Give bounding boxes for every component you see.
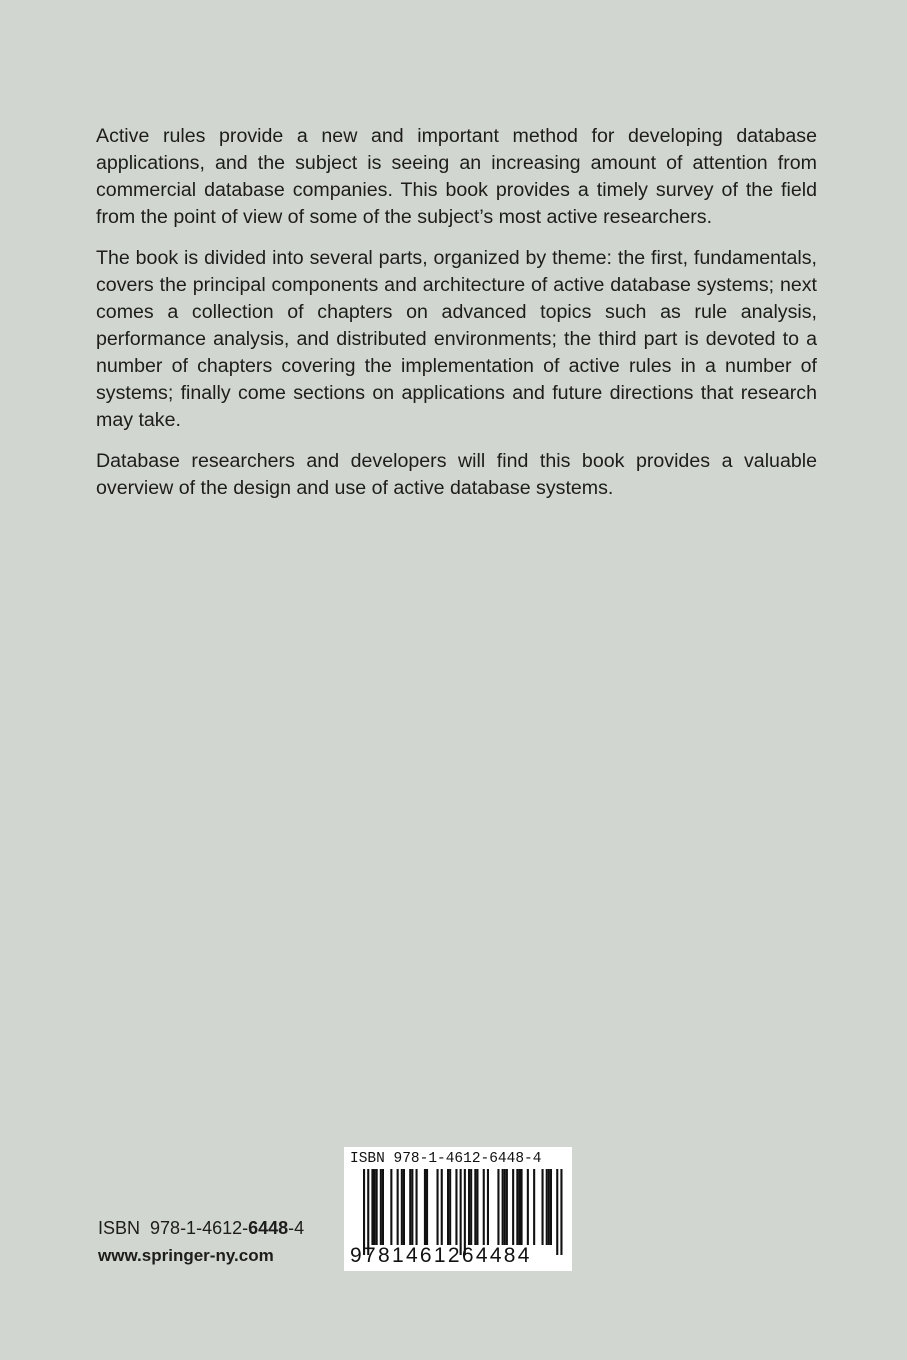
- isbn-bold-part: 6448: [248, 1218, 289, 1238]
- blurb-paragraph-2: The book is divided into several parts, organized by theme: the first, fundamentals, covers the principal components and architecture of active database systems; next comes a collection of chapters on advanced topics such as rule analysis, performance analysis, and distributed environments; the third part is devoted to a number of chapters covering the implementation of active rules in a number of systems; finally come sections on applications and future directions that research may take.: [96, 247, 817, 431]
- barcode-first-digit: 9: [350, 1244, 362, 1267]
- barcode-bar: [455, 1169, 457, 1245]
- barcode-bar: [527, 1169, 529, 1245]
- barcode-bar: [441, 1169, 443, 1245]
- barcode-guard-bar: [363, 1169, 365, 1255]
- barcode-bar: [390, 1169, 392, 1245]
- barcode-bar: [468, 1169, 470, 1245]
- blurb-paragraph-3: Database researchers and developers will find this book provides a valuable overview of the design and use of active database systems.: [96, 450, 817, 499]
- barcode-bar: [374, 1169, 376, 1245]
- barcode-guard-bar: [367, 1169, 369, 1255]
- back-cover-blurb: [96, 123, 817, 516]
- barcode-bar: [518, 1169, 520, 1245]
- barcode-bar: [380, 1169, 382, 1245]
- barcode-bar: [382, 1169, 384, 1245]
- isbn-line: [98, 1217, 304, 1239]
- barcode-bar: [550, 1169, 552, 1245]
- barcode-guard-bar: [460, 1169, 462, 1255]
- barcode-bar: [504, 1169, 506, 1245]
- isbn-prefix: 978-1-4612-: [150, 1218, 249, 1238]
- publisher-website: www.springer-ny.com: [98, 1246, 274, 1265]
- barcode-bar: [470, 1169, 472, 1245]
- barcode-bar: [397, 1169, 399, 1245]
- barcode-bar: [403, 1169, 405, 1245]
- barcode-bar: [376, 1169, 378, 1245]
- barcode: [344, 1147, 572, 1271]
- barcode-bar: [487, 1169, 489, 1245]
- barcode-bar: [548, 1169, 550, 1245]
- barcode-bar: [447, 1169, 449, 1245]
- barcode-bar: [476, 1169, 478, 1245]
- barcode-digits: 781461264484: [364, 1244, 532, 1267]
- barcode-bar: [424, 1169, 426, 1245]
- barcode-bar: [506, 1169, 508, 1245]
- barcode-bar: [416, 1169, 418, 1245]
- barcode-bar: [512, 1169, 514, 1245]
- barcode-bar: [474, 1169, 476, 1245]
- barcode-guard-bar: [556, 1169, 558, 1255]
- isbn-label: ISBN: [98, 1218, 141, 1238]
- blurb-paragraph-1: Active rules provide a new and important method for developing database applications, and the subject is seeing an increasing amount of attention from commercial database companies. This book provides a timely survey of the field from the point of view of some of the subject’s most active researchers.: [96, 125, 817, 228]
- barcode-bar: [409, 1169, 411, 1245]
- barcode-bar: [533, 1169, 535, 1245]
- barcode-bar: [437, 1169, 439, 1245]
- barcode-bar: [371, 1169, 373, 1245]
- barcode-bar: [483, 1169, 485, 1245]
- barcode-bar: [411, 1169, 413, 1245]
- barcode-bar: [497, 1169, 499, 1245]
- barcode-bar: [426, 1169, 428, 1245]
- barcode-guard-bar: [560, 1169, 562, 1255]
- barcode-bar: [401, 1169, 403, 1245]
- barcode-bar: [546, 1169, 548, 1245]
- barcode-guard-bar: [464, 1169, 466, 1255]
- barcode-bar: [449, 1169, 451, 1245]
- barcode-bar: [516, 1169, 518, 1245]
- isbn-suffix: -4: [288, 1218, 305, 1238]
- barcode-bar: [521, 1169, 523, 1245]
- barcode-bar: [542, 1169, 544, 1245]
- barcode-isbn-text: ISBN 978-1-4612-6448-4: [350, 1151, 542, 1167]
- barcode-bar: [502, 1169, 504, 1245]
